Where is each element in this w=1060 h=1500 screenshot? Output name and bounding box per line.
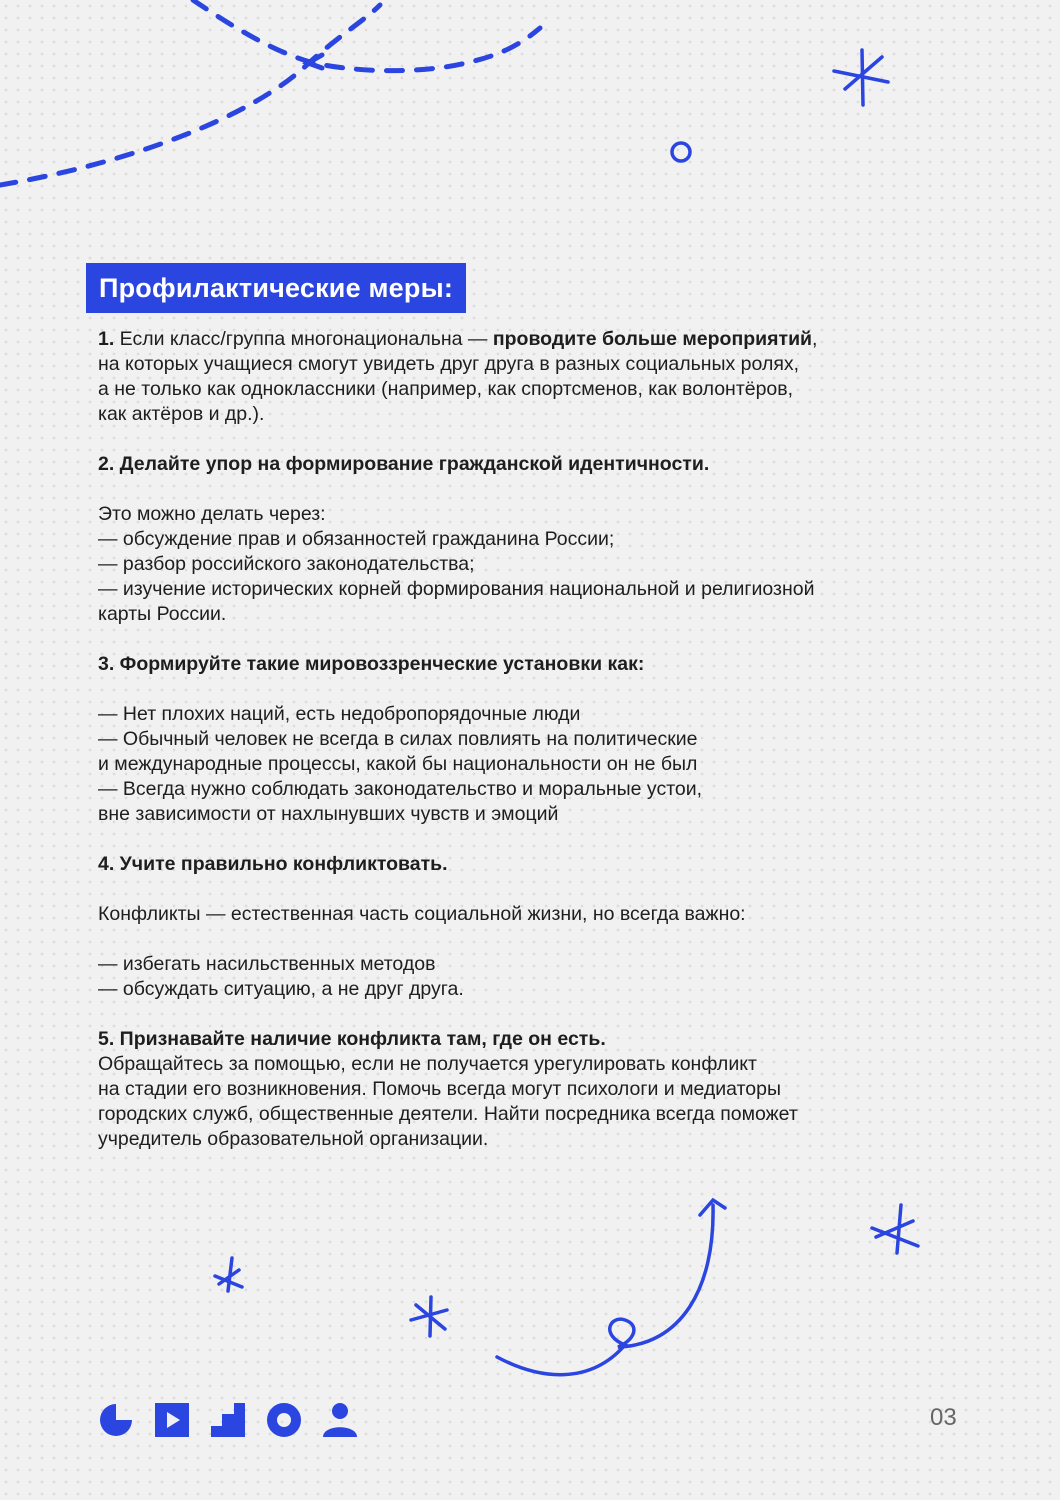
item-2-list-item: — обсуждение прав и обязанностей гражданина России; xyxy=(98,528,615,550)
item-4-heading: 4. Учите правильно конфликтовать. xyxy=(98,853,448,875)
item-2-list-item: — изучение исторических корней формирования национальной и религиозной xyxy=(98,578,815,600)
section-title: Профилактические меры: xyxy=(86,263,466,313)
item-4-lead: Конфликты — естественная часть социальной жизни, но всегда важно: xyxy=(98,903,746,925)
ring-icon xyxy=(266,1402,302,1438)
item-3-list-item: — Обычный человек не всегда в силах повлиять на политические xyxy=(98,728,698,750)
small-circle-top xyxy=(672,143,690,161)
item-5-line: учредитель образовательной организации. xyxy=(98,1128,489,1150)
item-3-list-item: и международные процессы, какой бы национальности он не был xyxy=(98,753,698,775)
item-1-line-1: 1. Если класс/группа многонациональна — проводите больше мероприятий, xyxy=(98,328,818,350)
content-body xyxy=(98,327,958,1152)
item-1-number: 1. xyxy=(98,328,115,350)
play-icon xyxy=(154,1402,190,1438)
curly-arrow xyxy=(497,1205,713,1375)
item-2-lead: Это можно делать через: xyxy=(98,503,326,525)
item-5-line: на стадии его возникновения. Помочь всегда могут психологи и медиаторы xyxy=(98,1078,782,1100)
arrow-head-dashed xyxy=(308,55,322,68)
item-2-list-item: карты России. xyxy=(98,603,227,625)
footer-icon-row xyxy=(98,1402,358,1438)
user-icon xyxy=(322,1402,358,1438)
item-1-line: на которых учащиеся смогут увидеть друг друга в разных социальных ролях, xyxy=(98,353,800,375)
page-number: 03 xyxy=(930,1404,957,1431)
item-1-emphasis: проводите больше мероприятий xyxy=(492,328,813,350)
dashed-arc-left xyxy=(0,5,380,185)
asterisk-top-right xyxy=(834,50,888,105)
asterisk-bottom-middle xyxy=(411,1297,447,1336)
curly-arrow-head xyxy=(700,1200,725,1215)
asterisk-bottom-left xyxy=(215,1258,242,1291)
dashed-arc-top xyxy=(193,0,540,71)
item-3-list-item: вне зависимости от нахлынувших чувств и эмоций xyxy=(98,803,559,825)
item-4-list-item: — обсуждать ситуацию, а не друг друга. xyxy=(98,978,464,1000)
stairs-icon xyxy=(210,1402,246,1438)
item-1-line: как актёров и др.). xyxy=(98,403,265,425)
asterisk-bottom-right xyxy=(872,1205,918,1253)
item-3-list-item: — Нет плохих наций, есть недобропорядочные люди xyxy=(98,703,581,725)
item-2-list-item: — разбор российского законодательства; xyxy=(98,553,475,575)
item-5-line: городских служб, общественные деятели. Найти посредника всегда поможет xyxy=(98,1103,798,1125)
item-3-heading: 3. Формируйте такие мировоззренческие установки как: xyxy=(98,653,645,675)
item-5-heading: 5. Признавайте наличие конфликта там, где он есть. xyxy=(98,1028,606,1050)
pie-chart-icon xyxy=(98,1402,134,1438)
item-5-line: Обращайтесь за помощью, если не получается урегулировать конфликт xyxy=(98,1053,757,1075)
item-3-list-item: — Всегда нужно соблюдать законодательство и моральные устои, xyxy=(98,778,703,800)
item-4-list-item: — избегать насильственных методов xyxy=(98,953,436,975)
item-2-heading: 2. Делайте упор на формирование гражданской идентичности. xyxy=(98,453,710,475)
item-1-line: а не только как одноклассники (например, как спортсменов, как волонтёров, xyxy=(98,378,794,400)
